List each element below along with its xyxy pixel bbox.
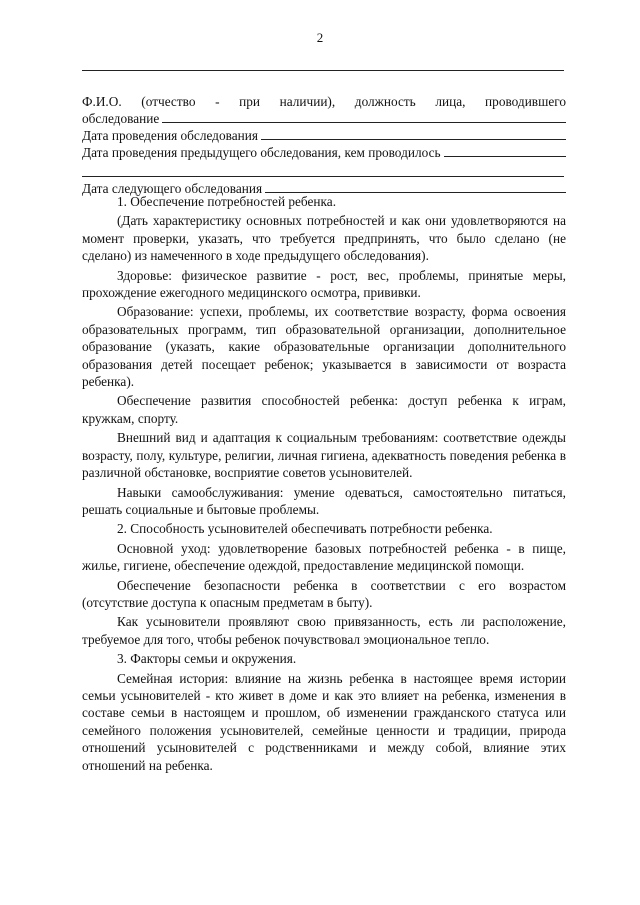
date-current-blank[interactable]	[261, 127, 566, 140]
date-next-label: Дата следующего обследования	[82, 181, 263, 196]
paragraph: Внешний вид и адаптация к социальным требованиям: соответствие одежды возрасту, полу, культуре, религии, личная гигиена, адекватность поведения ребенка в различной обстановке, восприятие советов усыновителей.	[82, 430, 566, 481]
section-heading: 2. Способность усыновителей обеспечивать потребности ребенка.	[117, 521, 493, 537]
paragraph: Основной уход: удовлетворение базовых потребностей ребенка - в пище, жилье, гигиене, обеспечение одеждой, предоставление медицинской помощи.	[82, 540, 566, 574]
paragraph: Обеспечение безопасности ребенка в соответствии с его возрастом (отсутствие доступа к опасным предметам в быту).	[82, 577, 566, 610]
fio-field-blank[interactable]	[162, 110, 566, 123]
date-next-blank[interactable]	[265, 180, 566, 193]
paragraph: Здоровье: физическое развитие - рост, вес, проблемы, принятые меры, прохождение ежегодного медицинского осмотра, прививки.	[82, 267, 566, 301]
paragraph: Образование: успехи, проблемы, их соответствие возрасту, форма освоения образовательных программ, тип образовательной организации, дополнительное образование (указать, какие образовательные организации дополнительного образования детей посещает ребенок; указывается в зависимости от возраста ребенка).	[82, 304, 566, 390]
date-previous-blank[interactable]	[444, 144, 566, 157]
date-current-label: Дата проведения обследования	[82, 128, 258, 143]
fio-field-label: Ф.И.О. (отчество - при наличии), должность лица, проводившего	[82, 94, 566, 109]
section-heading: 1. Обеспечение потребностей ребенка.	[117, 194, 337, 209]
paragraph: Обеспечение развития способностей ребенка: доступ ребенка к играм, кружкам, спорту.	[82, 393, 566, 426]
paragraph: Семейная история: влияние на жизнь ребенка в настоящее время истории семьи усыновителей - кто живет в доме и как это влияет на ребенка, изменения в составе семьи в настоящем и прошлом, об изменении гражданского статуса или семейного положения усыновителей, семейные ценности и традиции, природа отношений усыновителей с родственниками и между собой, влияние этих отношений на ребенка.	[82, 670, 566, 773]
fio-field-label-cont: обследование	[82, 111, 160, 126]
top-rule-divider	[82, 70, 564, 71]
date-previous-label: Дата проведения предыдущего обследования, кем проводилось	[82, 145, 441, 160]
page-number: 2	[316, 30, 324, 45]
date-previous-field	[82, 144, 566, 161]
paragraph: (Дать характеристику основных потребностей и как они удовлетворяются на момент проверки, указать, что требуется предпринять, что было сделано (не сделано) из намеченного в ходе предыдущего обследования).	[82, 213, 566, 264]
paragraph: Навыки самообслуживания: умение одеваться, самостоятельно питаться, решать социальные и бытовые проблемы.	[82, 484, 566, 517]
date-previous-continuation-line[interactable]	[82, 176, 564, 177]
paragraph: Как усыновители проявляют свою привязанность, есть ли расположение, требуемое для того, чтобы ребенок почувствовал эмоциональное тепло.	[82, 614, 566, 647]
fio-field-line2	[82, 110, 566, 127]
fio-field-line1	[82, 93, 566, 110]
date-current-field	[82, 127, 566, 144]
section-heading: 3. Факторы семьи и окружения.	[117, 651, 297, 667]
document-body	[82, 193, 566, 776]
